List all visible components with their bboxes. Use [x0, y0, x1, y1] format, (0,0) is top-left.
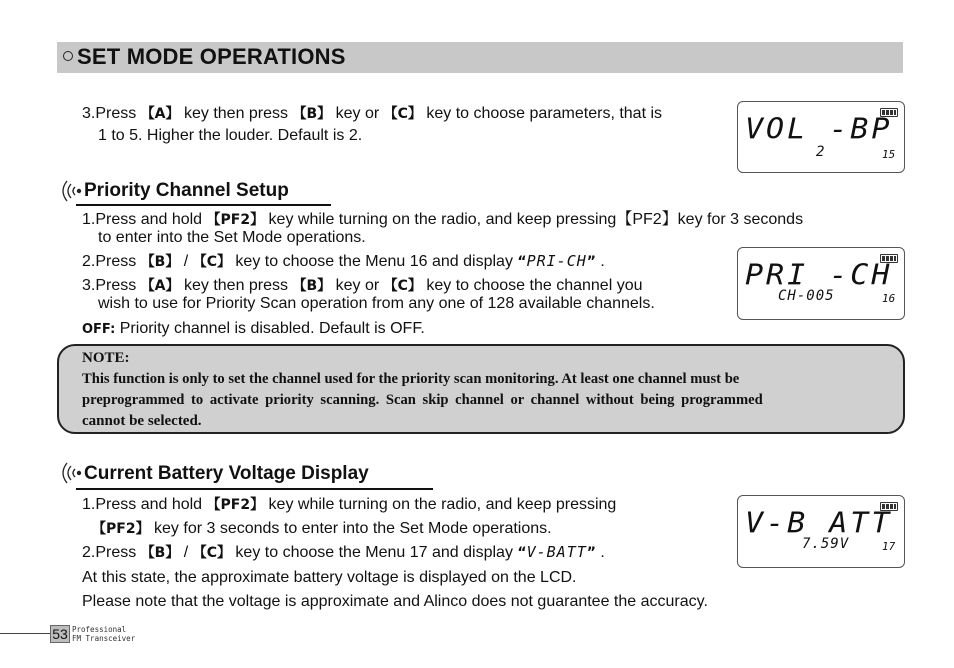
text: 2.Press	[82, 253, 141, 270]
footer-label	[72, 625, 135, 643]
off-label: OFF:	[82, 322, 116, 337]
vol-step3-line1	[82, 104, 662, 124]
quote-open: “	[517, 254, 527, 270]
lcd-main-text: V-B ATT	[745, 506, 893, 541]
text: .	[595, 253, 605, 270]
heading-underline	[76, 488, 433, 490]
lcd-sub-text: 2	[816, 144, 826, 160]
heading-underline	[76, 204, 331, 206]
lcd-menu-number: 16	[882, 292, 896, 305]
key-c-label: 【C】	[383, 106, 422, 122]
display-text: PRI-CH	[526, 252, 587, 270]
text: key or	[331, 105, 384, 122]
text: 1.Press and hold	[82, 211, 207, 228]
lcd-pri-ch	[737, 247, 905, 320]
text: key then press	[179, 277, 293, 294]
signal-waves-icon	[56, 178, 82, 204]
text: /	[179, 253, 193, 270]
priority-step3-line2: wish to use for Priority Scan operation from any one of 128 available channels.	[98, 295, 655, 312]
lcd-main-text: VOL -BP	[745, 112, 893, 147]
note-line: cannot be selected.	[82, 413, 202, 429]
key-b-label: 【B】	[292, 106, 332, 122]
note-content	[82, 348, 904, 432]
signal-waves-icon	[56, 460, 82, 486]
text: key to choose parameters, that is	[421, 105, 663, 122]
lcd-menu-number: 15	[882, 148, 896, 161]
page-title: SET MODE OPERATIONS	[77, 44, 346, 69]
footer-line2: FM Transceiver	[72, 634, 136, 643]
title-bullet-icon	[63, 51, 73, 61]
key-b-label: 【B】	[140, 545, 180, 561]
text: 1.Press and hold	[82, 496, 207, 513]
key-b-label: 【B】	[292, 278, 332, 294]
key-b-label: 【B】	[140, 254, 180, 270]
priority-step1-line1	[82, 210, 803, 230]
battery-step1-line2	[92, 519, 552, 539]
key-pf2-label: 【PF2】	[206, 212, 265, 228]
note-title: NOTE:	[82, 350, 130, 366]
footer-rule	[0, 633, 50, 634]
text: key then press	[179, 105, 293, 122]
text: key to choose the channel you	[421, 277, 643, 294]
battery-heading: Current Battery Voltage Display	[84, 463, 369, 484]
battery-step2	[82, 543, 605, 563]
text: key while turning on the radio, and keep pressing【PF2】key for 3 seconds	[264, 211, 804, 228]
key-c-label: 【C】	[192, 545, 231, 561]
key-pf2-label: 【PF2】	[206, 497, 265, 513]
page-number: 53	[50, 625, 70, 643]
lcd-menu-number: 17	[882, 540, 896, 553]
battery-line4: Please note that the voltage is approximate and Alinco does not guarantee the accuracy.	[82, 593, 708, 610]
footer-line1: Professional	[72, 625, 127, 634]
text: key for 3 seconds to enter into the Set Mode operations.	[149, 520, 552, 537]
quote-close: ”	[586, 545, 596, 561]
priority-step2	[82, 252, 605, 272]
text: Priority channel is disabled. Default is OFF.	[115, 320, 425, 337]
note-line: preprogrammed to activate priority scanning. Scan skip channel or channel without being programmed	[82, 392, 763, 408]
vol-step3-line2: 1 to 5. Higher the louder. Default is 2.	[98, 127, 363, 144]
lcd-main-text: PRI -CH	[745, 258, 893, 293]
quote-close: ”	[586, 254, 596, 270]
lcd-sub-text: CH-005	[778, 288, 835, 304]
text: /	[179, 544, 193, 561]
display-text: V-BATT	[526, 543, 587, 561]
note-line: This function is only to set the channel used for the priority scan monitoring. At least one channel must be	[82, 371, 740, 387]
priority-step3-line1	[82, 276, 643, 296]
lcd-v-batt	[737, 495, 905, 568]
priority-step1-line2: to enter into the Set Mode operations.	[98, 229, 366, 246]
text: 3.Press	[82, 105, 141, 122]
quote-open: “	[517, 545, 527, 561]
priority-heading: Priority Channel Setup	[84, 180, 289, 201]
lcd-sub-text: 7.59V	[802, 536, 850, 552]
text: 2.Press	[82, 544, 141, 561]
text: key to choose the Menu 17 and display	[230, 544, 518, 561]
text: 3.Press	[82, 277, 141, 294]
text: .	[595, 544, 605, 561]
battery-step1-line1	[82, 495, 616, 515]
lcd-vol-bp	[737, 101, 905, 173]
text: key while turning on the radio, and keep pressing	[264, 496, 617, 513]
battery-line3: At this state, the approximate battery voltage is displayed on the LCD.	[82, 569, 577, 586]
key-c-label: 【C】	[383, 278, 422, 294]
key-a-label: 【A】	[140, 278, 180, 294]
priority-off	[82, 319, 425, 339]
key-c-label: 【C】	[192, 254, 231, 270]
key-pf2-label: 【PF2】	[92, 521, 150, 537]
text: key or	[331, 277, 384, 294]
key-a-label: 【A】	[140, 106, 180, 122]
text: key to choose the Menu 16 and display	[230, 253, 518, 270]
